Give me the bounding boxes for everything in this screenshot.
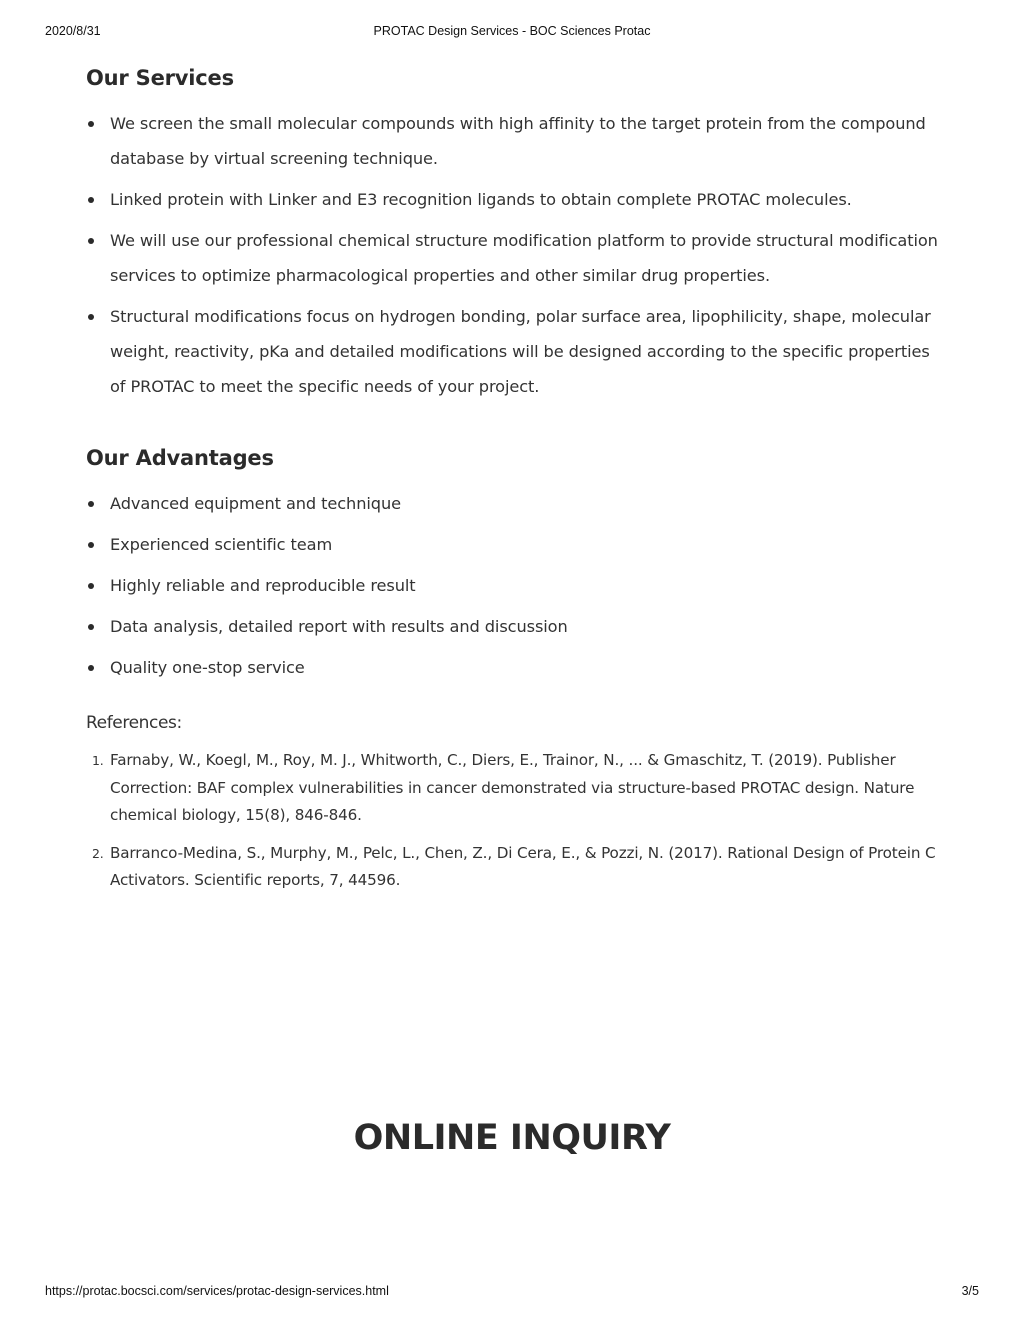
reference-text: Barranco-Medina, S., Murphy, M., Pelc, L., Chen, Z., Di Cera, E., & Pozzi, N. (2017). Rational Design of Protein C Activators. Scientific reports, 7, 44596. [110, 843, 936, 889]
print-page-title: PROTAC Design Services - BOC Sciences Protac [373, 24, 651, 38]
services-list-item: We screen the small molecular compounds with high affinity to the target protein from the compound database by virtual screening technique. [86, 106, 946, 176]
advantages-heading: Our Advantages [86, 446, 274, 470]
print-url: https://protac.bocsci.com/services/protac-design-services.html [45, 1284, 389, 1298]
print-page-number: 3/5 [961, 1284, 979, 1298]
reference-number: 1. [92, 753, 104, 768]
reference-item [86, 840, 946, 895]
reference-text: Farnaby, W., Koegl, M., Roy, M. J., Whitworth, C., Diers, E., Trainor, N., ... & Gmaschitz, T. (2019). Publisher Correction: BAF complex vulnerabilities in cancer demonstrated via structure-based PROTAC design. Nature chemical biology, 15(8), 846-846. [110, 751, 915, 824]
advantages-list-item: Experienced scientific team [86, 527, 946, 562]
reference-item [86, 747, 946, 830]
main-content [86, 66, 946, 895]
print-date: 2020/8/31 [45, 24, 101, 38]
services-list-item: Linked protein with Linker and E3 recognition ligands to obtain complete PROTAC molecules. [86, 182, 946, 217]
services-list-item: We will use our professional chemical structure modification platform to provide structural modification services to optimize pharmacological properties and other similar drug properties. [86, 223, 946, 293]
print-header [0, 24, 1024, 40]
advantages-list [86, 486, 946, 685]
services-list-item: Structural modifications focus on hydrogen bonding, polar surface area, lipophilicity, shape, molecular weight, reactivity, pKa and detailed modifications will be designed according to the specific properties of PROTAC to meet the specific needs of your project. [86, 299, 946, 404]
advantages-list-item: Advanced equipment and technique [86, 486, 946, 521]
advantages-list-item: Quality one-stop service [86, 650, 946, 685]
references-heading: References: [86, 713, 182, 733]
reference-number: 2. [92, 845, 104, 861]
services-list [86, 106, 946, 404]
references-list [86, 747, 946, 895]
services-heading: Our Services [86, 66, 234, 90]
advantages-list-item: Data analysis, detailed report with results and discussion [86, 609, 946, 644]
online-inquiry-heading: ONLINE INQUIRY [353, 1118, 671, 1158]
print-footer [0, 1284, 1024, 1300]
advantages-list-item: Highly reliable and reproducible result [86, 568, 946, 603]
